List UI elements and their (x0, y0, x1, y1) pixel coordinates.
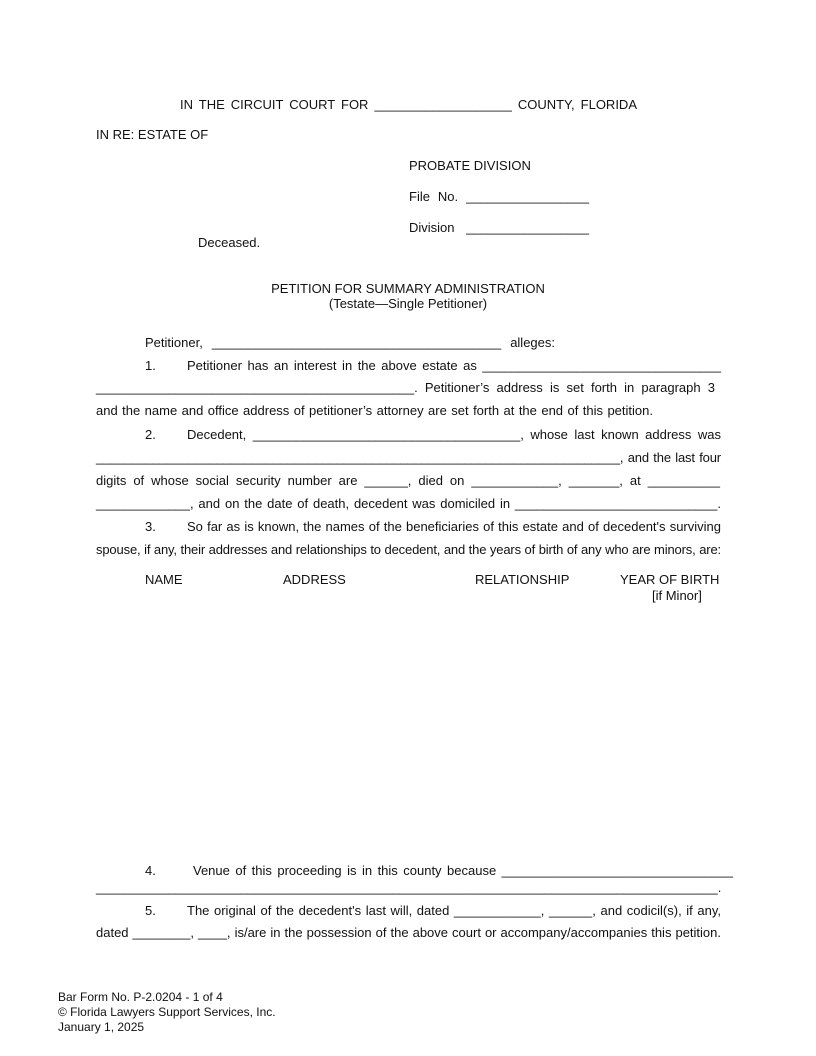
deceased-label: Deceased. (198, 235, 261, 250)
paragraph-2-line: Decedent, _____________________________________, whose last known address was (187, 427, 721, 442)
paragraph-5-line: dated ________, ____, is/are in the possession of the above court or accompany/accompanies this petition. (96, 925, 721, 940)
paragraph-4-line: ______________________________________________________________________________________. (96, 880, 722, 895)
division-field: Division _________________ (409, 220, 589, 235)
probate-division: PROBATE DIVISION (409, 158, 531, 173)
paragraph-5-line: The original of the decedent's last will, dated ____________, ______, and codicil(s), if any, (187, 903, 721, 918)
paragraph-2-line: __________________________________________________________________________, and the last four (96, 450, 721, 465)
paragraph-2-number: 2. (145, 427, 156, 442)
paragraph-1-line: Petitioner has an interest in the above estate as _________________________________ (187, 358, 721, 373)
column-header-year-of-birth: YEAR OF BIRTH (620, 572, 720, 587)
paragraph-2-line: _____________, and on the date of death, decedent was domiciled in ____________________________. (96, 496, 721, 511)
document-subtitle: (Testate—Single Petitioner) (328, 296, 488, 311)
column-header-address: ADDRESS (283, 572, 346, 587)
petitioner-line: Petitioner, ________________________________________ alleges: (145, 335, 555, 350)
column-header-name: NAME (145, 572, 183, 587)
column-note-if-minor: [if Minor] (652, 588, 702, 603)
paragraph-3-line: spouse, if any, their addresses and relationships to decedent, and the years of birth of any who are minors, are: (96, 542, 721, 557)
paragraph-2-line: digits of whose social security number are ______, died on ____________, _______, at __________ (96, 473, 720, 488)
paragraph-4-number: 4. (145, 863, 156, 878)
paragraph-3-number: 3. (145, 519, 156, 534)
footer-copyright: © Florida Lawyers Support Services, Inc. (58, 1005, 276, 1019)
paragraph-1-line: and the name and office address of petitioner’s attorney are set forth at the end of this petition. (96, 403, 653, 418)
column-header-relationship: RELATIONSHIP (475, 572, 570, 587)
paragraph-5-number: 5. (145, 903, 156, 918)
file-no-field: File No. _________________ (409, 189, 589, 204)
court-caption: IN THE CIRCUIT COURT FOR ___________________ COUNTY, FLORIDA (180, 97, 637, 112)
paragraph-3-line: So far as is known, the names of the beneficiaries of this estate and of decedent's surviving (187, 519, 721, 534)
paragraph-4-line: Venue of this proceeding is in this county because ________________________________ (193, 863, 733, 878)
footer-date: January 1, 2025 (58, 1020, 145, 1034)
footer-form-number: Bar Form No. P-2.0204 - 1 of 4 (58, 990, 223, 1004)
paragraph-1-number: 1. (145, 358, 156, 373)
document-title: PETITION FOR SUMMARY ADMINISTRATION (271, 281, 545, 296)
in-re-estate: IN RE: ESTATE OF (96, 127, 209, 142)
paragraph-1-line: ____________________________________________. Petitioner’s address is set forth in paragraph 3 (96, 380, 715, 395)
